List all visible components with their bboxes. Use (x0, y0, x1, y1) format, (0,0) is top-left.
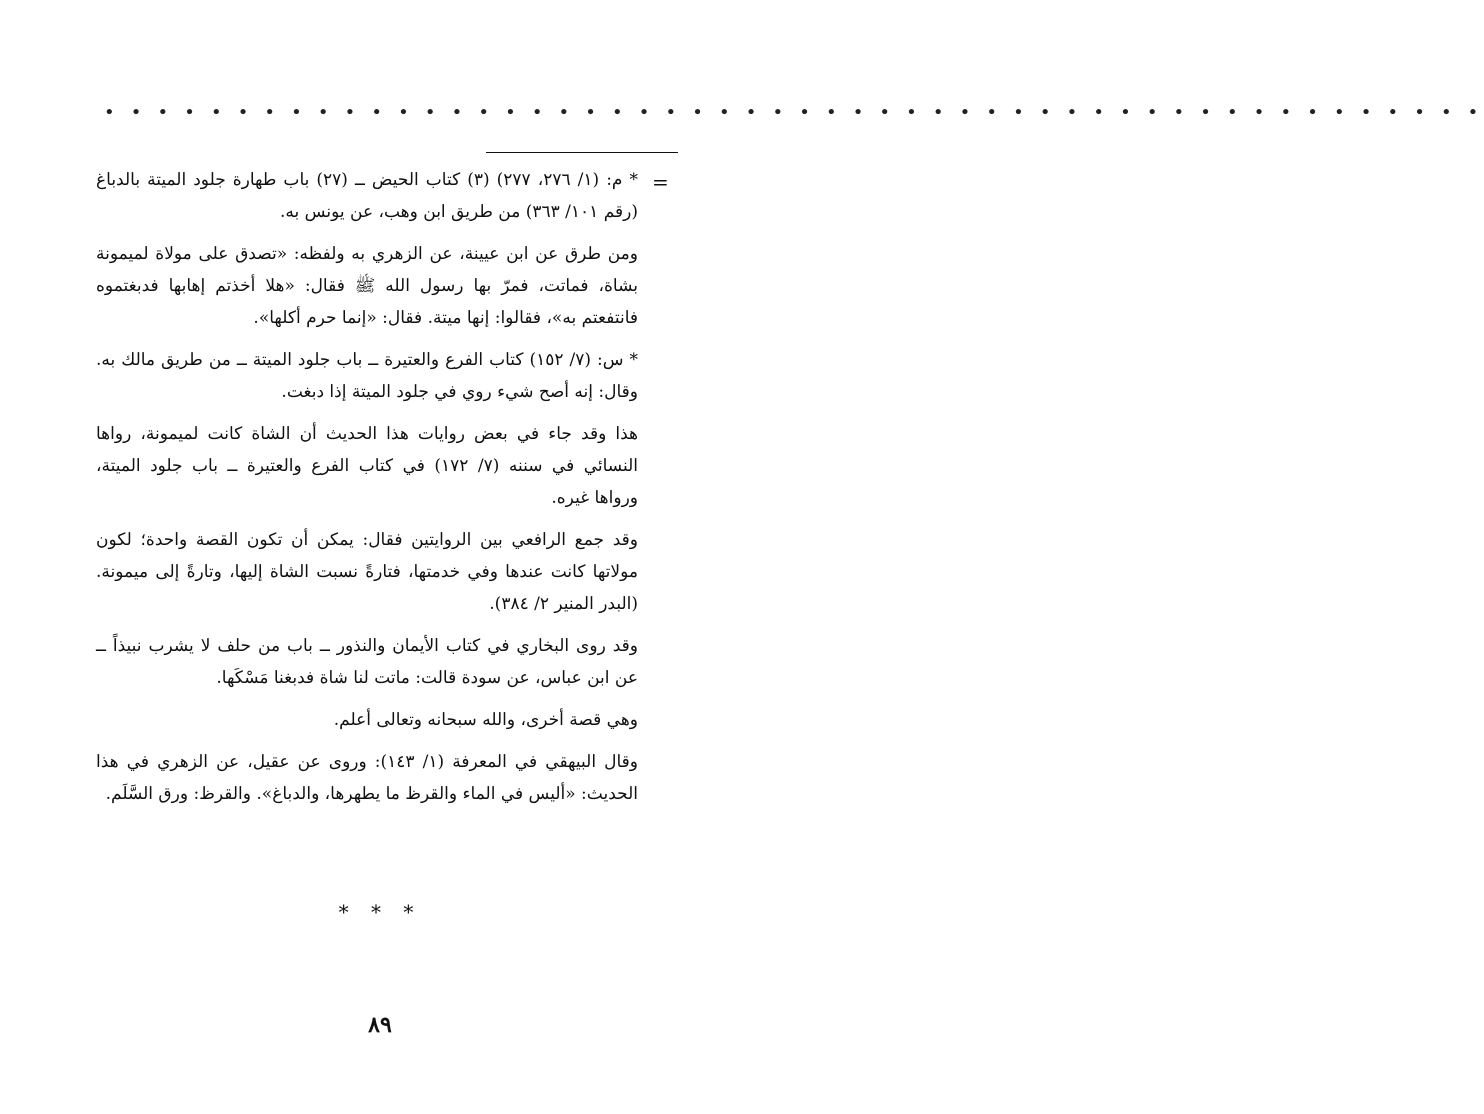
footnote-rule (486, 152, 678, 153)
paragraph-bayhaqi: وقال البيهقي في المعرفة (١/ ١٤٣): وروى عن عقيل، عن الزهري في هذا الحديث: «أليس في الماء والقرظ ما يطهرها، والدباغ». والقرظ: ورق السَّلَم. (96, 752, 638, 804)
paragraph-muslim-ref: * م: (١/ ٢٧٦، ٢٧٧) (٣) كتاب الحيض ــ (٢٧) باب طهارة جلود الميتة بالدباغ (رقم ١٠١/ ٣٦٣) من طريق ابن وهب، عن يونس به. (96, 170, 638, 222)
paragraph-another-story: وهي قصة أخرى، والله سبحانه وتعالى أعلم. (333, 710, 638, 730)
dotted-separator: • • • • • • • • • • • • • • • • • • • • • • • • • • • • • • • • • • • • • • • • • • • • • • • • • • • • (104, 102, 1484, 123)
page-number: ٨٩ (368, 1012, 392, 1038)
paragraph-maymuna: هذا وقد جاء في بعض روايات هذا الحديث أن الشاة كانت لميمونة، رواها النسائي في سننه (٧/ ١٧٢) في كتاب الفرع والعتيرة ــ باب جلود الميتة، ورواها غيره. (96, 424, 638, 508)
footnote-continuation-mark: = (652, 170, 669, 194)
paragraph-ibn-uyayna: ومن طرق عن ابن عيينة، عن الزهري به ولفظه: «تصدق على مولاة لميمونة بشاة، فماتت، فمرّ بها رسول الله ﷺ فقال: «هلا أخذتم إهابها فدبغتموه فانتفعتم به»، فقالوا: إنها ميتة. فقال: «إنما حرم أكلها». (96, 244, 638, 328)
section-separator-stars: * * * (338, 900, 422, 924)
paragraph-bukhari: وقد روى البخاري في كتاب الأيمان والنذور ــ باب من حلف لا يشرب نبيذاً ــ عن ابن عباس، عن سودة قالت: ماتت لنا شاة فدبغنا مَسْكَها. (96, 636, 638, 688)
paragraph-nasai-ref: * س: (٧/ ١٥٢) كتاب الفرع والعتيرة ــ باب جلود الميتة ــ من طريق مالك به. وقال: إنه أصح شيء روي في جلود الميتة إذا دبغت. (96, 350, 638, 402)
footnote-body (96, 164, 638, 820)
paragraph-rafii: وقد جمع الرافعي بين الروايتين فقال: يمكن أن تكون القصة واحدة؛ لكون مولاتها كانت عندها وفي خدمتها، فتارةً نسبت الشاة إليها، وتارةً إلى ميمونة. (البدر المنير ٢/ ٣٨٤). (96, 530, 638, 614)
